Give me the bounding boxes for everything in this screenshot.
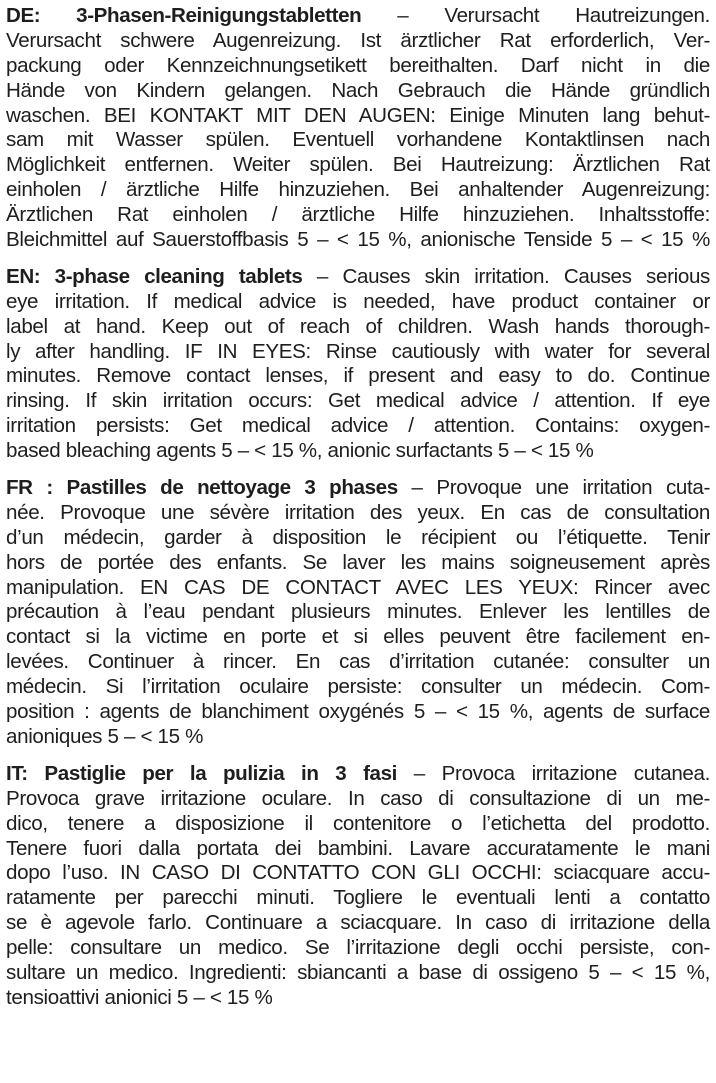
line: Verursacht schwere Augenreizung. Ist ärztlicher Rat erforderlich, Ver- [6,28,710,52]
line: Bleichmittel auf Sauerstoffbasis 5 – < 15 %, anionische Tenside 5 – < 15 % [6,228,710,252]
line: Ärztlichen Rat einholen / ärztliche Hilfe hinzuziehen. Inhaltsstoffe: [6,203,710,227]
line: anioniques 5 – < 15 % [6,724,204,748]
line: label at hand. Keep out of reach of children. Wash hands thorough- [6,314,710,338]
line: d’un médecin, garder à disposition le récipient ou l’étiquette. Tenir [6,525,710,549]
line: médecin. Si l’irritation oculaire persiste: consulter un médecin. Com- [6,675,710,699]
line-text: – Verursacht Hautreizungen. [361,4,710,27]
line [6,265,710,290]
line: irritation persists: Get medical advice / attention. Contains: oxygen- [6,414,710,438]
line [6,476,710,501]
line: sultare un medico. Ingredienti: sbiancanti a base di ossigeno 5 – < 15 %, [6,960,710,984]
line: tensioattivi anionici 5 – < 15 % [6,985,273,1009]
line-text: – Provoca irritazione cutanea. [396,761,710,785]
line: Provoca grave irritazione oculare. In caso di consultazione di un me- [6,786,710,810]
line: position : agents de blanchiment oxygénés 5 – < 15 %, agents de surface [6,700,710,724]
line: minutes. Remove contact lenses, if present and easy to do. Continue [6,364,710,388]
section-gap [6,750,710,762]
line: Möglichkeit entfernen. Weiter spülen. Bei Hautreizung: Ärztlichen Rat [6,153,710,177]
section-it [6,762,710,1011]
section-heading: FR : Pastilles de nettoyage 3 phases [6,476,398,500]
line: dico, tenere a disposizione il contenitore o l’etichetta del prodotto. [6,811,710,835]
line: Hände von Kindern gelangen. Nach Gebrauch die Hände gründlich [6,78,710,102]
section-heading: EN: 3-phase cleaning tablets [6,264,303,288]
line: contact si la victime en porte et si elles peuvent être facilement en- [6,625,710,649]
line: packung oder Kennzeichnungsetikett bereithalten. Darf nicht in die [6,53,710,77]
line: ratamente per parecchi minuti. Togliere le eventuali lenti a contatto [6,886,710,910]
line: ly after handling. IF IN EYES: Rinse cautiously with water for several [6,339,710,363]
section-heading: IT: Pastiglie per la pulizia in 3 fasi [6,761,397,785]
line: sam mit Wasser spülen. Eventuell vorhandene Kontaktlinsen nach [6,128,710,152]
label-text-page [6,4,710,1011]
line-text: – Causes skin irritation. Causes serious [302,264,710,288]
line [6,4,710,29]
line: dopo l’uso. IN CASO DI CONTATTO CON GLI OCCHI: sciacquare accu- [6,861,710,885]
line: levées. Continuer à rincer. En cas d’irritation cutanée: consulter un [6,650,710,674]
line: pelle: consultare un medico. Se l’irritazione degli occhi persiste, con- [6,936,710,960]
line: waschen. BEI KONTAKT MIT DEN AUGEN: Einige Minuten lang behut- [6,103,710,127]
line: manipulation. EN CAS DE CONTACT AVEC LES YEUX: Rincer avec [6,575,710,599]
line: Tenere fuori dalla portata dei bambini. Lavare accuratamente le mani [6,836,710,860]
line: se è agevole farlo. Continuare a sciacquare. In caso di irritazione della [6,911,710,935]
line: einholen / ärztliche Hilfe hinzuziehen. Bei anhaltender Augenreizung: [6,178,710,202]
line: précaution à l’eau pendant plusieurs minutes. Enlever les lentilles de [6,600,710,624]
line: née. Provoque une sévère irritation des yeux. En cas de consultation [6,500,710,524]
line: based bleaching agents 5 – < 15 %, anionic surfactants 5 – < 15 % [6,439,594,463]
section-de [6,4,710,253]
section-gap [6,253,710,265]
section-en [6,265,710,464]
line: rinsing. If skin irritation occurs: Get medical advice / attention. If eye [6,389,710,413]
section-heading: DE: 3-Phasen-Reinigungstabletten [6,4,362,27]
line-text: – Provoque une irritation cuta- [397,476,710,500]
line: hors de portée des enfants. Se laver les mains soigneusement après [6,550,710,574]
section-gap [6,464,710,476]
section-fr [6,476,710,750]
line: eye irritation. If medical advice is needed, have product container or [6,289,710,313]
line [6,762,710,787]
